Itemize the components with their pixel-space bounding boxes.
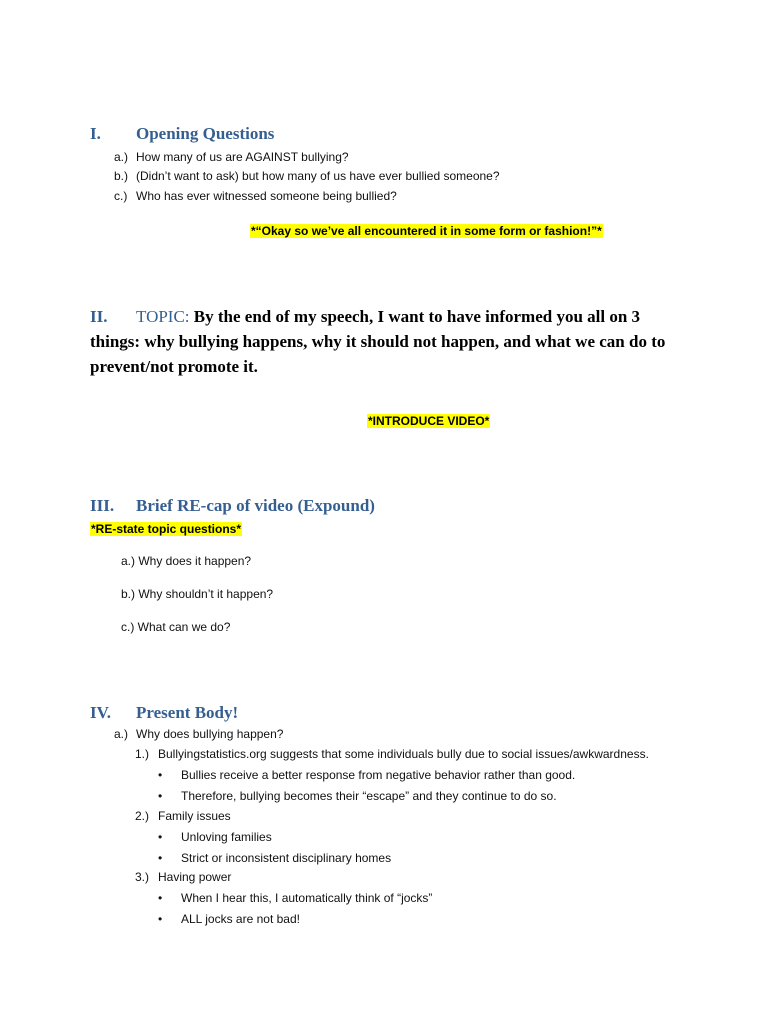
highlight-text: *“Okay so we’ve all encountered it in some form or fashion!”* bbox=[251, 224, 602, 238]
list-item: c.) What can we do? bbox=[121, 620, 231, 634]
section-2-numeral: II. bbox=[90, 307, 108, 326]
topic-label: TOPIC: bbox=[136, 307, 190, 326]
item-text: Bullyingstatistics.org suggests that some individuals bully due to social issues/awkwardness. bbox=[158, 747, 649, 761]
highlight-text: *RE-state topic questions* bbox=[91, 522, 242, 536]
section-4-numeral: IV. bbox=[90, 703, 111, 722]
topic-text: By the end of my speech, I want to have informed you all on 3 things: why bullying happens, why it should not happen, and what we can do to prevent/not promote it. bbox=[90, 307, 666, 376]
section-3-numeral: III. bbox=[90, 496, 115, 515]
bullet-item bbox=[158, 891, 432, 905]
section-3-heading bbox=[90, 496, 375, 516]
item-marker: 2.) bbox=[135, 809, 150, 823]
bullet-icon: • bbox=[158, 830, 163, 844]
section-3-title: Brief RE-cap of video (Expound) bbox=[136, 496, 375, 515]
list-item bbox=[135, 747, 649, 761]
item-marker: c.) bbox=[114, 189, 128, 203]
list-item bbox=[114, 169, 500, 183]
item-text: (Didn’t want to ask) but how many of us have ever bullied someone? bbox=[136, 169, 500, 183]
bullet-text: ALL jocks are not bad! bbox=[181, 912, 300, 926]
item-text: Who has ever witnessed someone being bullied? bbox=[136, 189, 397, 203]
list-item bbox=[114, 727, 283, 741]
section-1-heading bbox=[90, 124, 274, 144]
section-1-title: Opening Questions bbox=[136, 124, 275, 143]
bullet-item bbox=[158, 851, 391, 865]
bullet-item bbox=[158, 789, 557, 803]
item-marker: 3.) bbox=[135, 870, 150, 884]
bullet-text: When I hear this, I automatically think of “jocks” bbox=[181, 891, 433, 905]
bullet-text: Strict or inconsistent disciplinary homes bbox=[181, 851, 392, 865]
item-marker: a.) bbox=[114, 727, 129, 741]
section-4-title: Present Body! bbox=[136, 703, 239, 722]
bullet-item bbox=[158, 912, 300, 926]
highlight-note bbox=[367, 412, 490, 430]
item-marker: b.) bbox=[114, 169, 129, 183]
list-item bbox=[135, 809, 231, 823]
section-4-heading bbox=[90, 703, 238, 723]
highlight-text: *INTRODUCE VIDEO* bbox=[368, 414, 490, 428]
item-marker: a.) bbox=[114, 150, 129, 164]
bullet-item bbox=[158, 768, 575, 782]
bullet-item bbox=[158, 830, 272, 844]
bullet-text: Unloving families bbox=[181, 830, 272, 844]
section-1-numeral: I. bbox=[90, 124, 101, 143]
list-item: a.) Why does it happen? bbox=[121, 554, 252, 568]
list-item: b.) Why shouldn’t it happen? bbox=[121, 587, 274, 601]
bullet-icon: • bbox=[158, 851, 163, 865]
item-marker: 1.) bbox=[135, 747, 150, 761]
bullet-icon: • bbox=[158, 768, 163, 782]
list-item bbox=[135, 870, 231, 884]
item-text: Having power bbox=[158, 870, 232, 884]
bullet-text: Therefore, bullying becomes their “escape” and they continue to do so. bbox=[181, 789, 557, 803]
bullet-icon: • bbox=[158, 789, 163, 803]
highlight-note bbox=[90, 520, 242, 538]
highlight-note bbox=[250, 222, 603, 240]
bullet-icon: • bbox=[158, 891, 163, 905]
topic-paragraph bbox=[90, 304, 690, 379]
bullet-text: Bullies receive a better response from negative behavior rather than good. bbox=[181, 768, 576, 782]
list-item bbox=[114, 150, 349, 164]
list-item bbox=[114, 189, 397, 203]
item-text: Why does bullying happen? bbox=[136, 727, 284, 741]
item-text: Family issues bbox=[158, 809, 231, 823]
bullet-icon: • bbox=[158, 912, 163, 926]
item-text: How many of us are AGAINST bullying? bbox=[136, 150, 349, 164]
